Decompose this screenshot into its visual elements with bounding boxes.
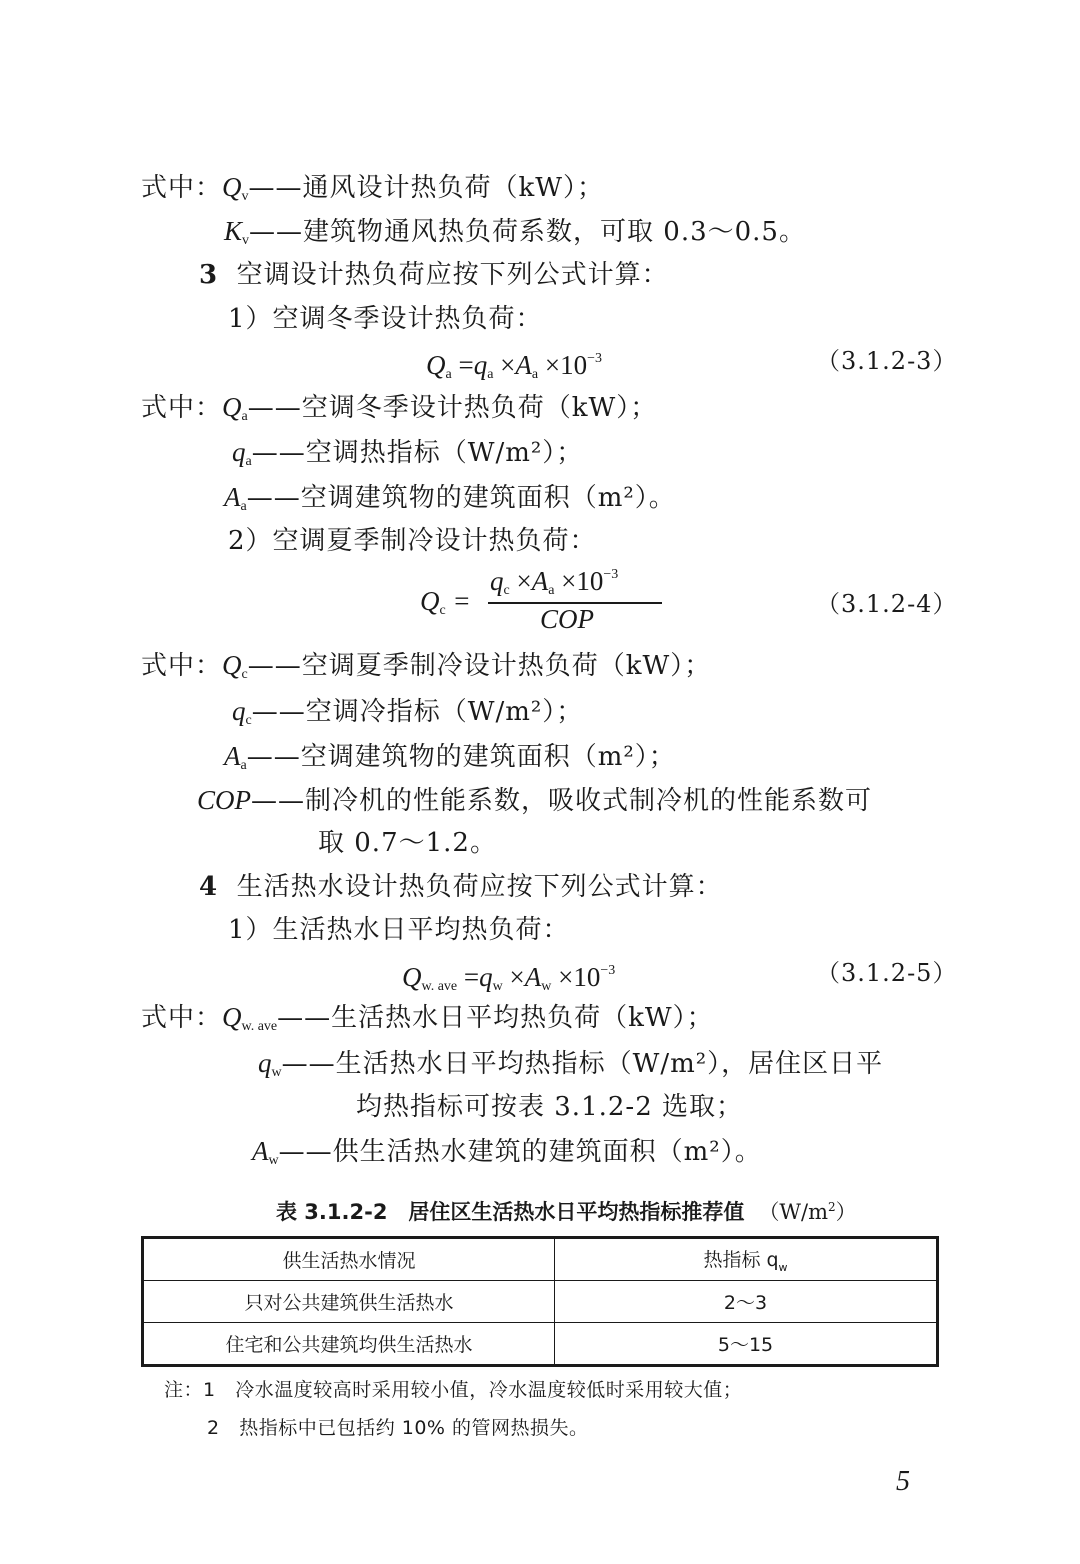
equation-number: （3.1.2-5） <box>816 959 958 987</box>
symbol-qa-small: $q_a$ <box>232 437 252 469</box>
table-header-situation: 供生活热水情况 <box>143 1238 555 1281</box>
table-header-row <box>143 1238 938 1281</box>
equation-number: （3.1.2-3） <box>816 347 958 375</box>
desc-qv: ——通风设计热负荷（kW）； <box>248 173 604 203</box>
desc-qc: ——空调夏季制冷设计热负荷（kW）； <box>247 651 712 681</box>
table-unit: $(W/m^2)$ <box>758 1200 857 1224</box>
symbol-aa: $A_a$ <box>224 482 247 514</box>
subsection-3-1: 1）空调冬季设计热负荷： <box>228 304 543 334</box>
where-line-qwave <box>141 1000 714 1044</box>
table-row <box>143 1281 938 1323</box>
note-text: 冷水温度较高时采用较小值，冷水温度较低时采用较大值； <box>235 1379 743 1401</box>
symbol-cop: COP <box>197 785 251 815</box>
equation-3-1-2-5: $Q_{w. ave} =q_w \times A_w \times 10^{-3}$ <box>402 962 616 994</box>
table-note-1 <box>164 1376 742 1404</box>
desc-aa: ——空调建筑物的建筑面积（m²）。 <box>246 483 676 513</box>
section-3-heading <box>199 258 669 292</box>
desc-qc-small: ——空调冷指标（W/m²）； <box>251 697 584 727</box>
subsection-4-1: 1）生活热水日平均热负荷： <box>228 915 570 945</box>
section-4-heading <box>199 870 723 904</box>
where-line-kv <box>224 214 806 258</box>
where-line-qw-cont: 均热指标可按表 3.1.2-2 选取； <box>356 1092 744 1122</box>
symbol-qwave: $Q_{w. ave}$ <box>222 1002 278 1034</box>
desc-aa-2: ——空调建筑物的建筑面积（m²）； <box>246 742 676 772</box>
table-caption-text: 表 3.1.2-2 居住区生活热水日平均热指标推荐值 <box>276 1200 745 1224</box>
symbol-qc-small: $q_c$ <box>232 696 252 728</box>
table-caption <box>276 1190 857 1229</box>
symbol-aw: $A_w$ <box>252 1136 279 1168</box>
table-cell-situation: 住宅和公共建筑均供生活热水 <box>143 1323 555 1366</box>
where-line-qc-small <box>232 694 583 738</box>
table-header-index: 热指标 $q_w$ <box>555 1238 938 1281</box>
note-label: 注：1 <box>164 1379 216 1401</box>
where-line-aa-2 <box>224 739 676 783</box>
heat-index-table <box>141 1236 939 1367</box>
table-cell-value: 5～15 <box>555 1323 938 1366</box>
equation-3-1-2-4: $Q_c$ = $q_c \times A_a \times 10^{-3}$ COP <box>420 566 660 646</box>
desc-cop: ——制冷机的性能系数，吸收式制冷机的性能系数可 <box>251 786 873 816</box>
table-cell-value: 2～3 <box>555 1281 938 1323</box>
desc-qwave: ——生活热水日平均热负荷（kW）； <box>277 1003 714 1033</box>
symbol-aa: $A_a$ <box>224 741 247 773</box>
note-text: 热指标中已包括约 10% 的管网热损失。 <box>239 1417 589 1439</box>
desc-qw: ——生活热水日平均热指标（W/m²），居住区日平 <box>281 1049 884 1079</box>
where-line-qv <box>141 170 604 214</box>
where-line-cop-cont: 取 0.7～1.2。 <box>318 828 497 858</box>
symbol-qw: $q_w$ <box>258 1048 282 1080</box>
where-line-qa-small <box>232 435 583 479</box>
where-line-cop <box>197 783 872 818</box>
where-line-aw <box>252 1134 762 1178</box>
desc-qa: ——空调冬季设计热负荷（kW）； <box>247 393 658 423</box>
desc-qa-small: ——空调热指标（W/m²）； <box>251 438 584 468</box>
where-line-qc <box>141 648 711 692</box>
where-prefix: 式中： <box>141 651 223 681</box>
symbol-qa: $Q_a$ <box>222 392 248 424</box>
symbol-kv: $K_v$ <box>224 216 250 248</box>
table-cell-situation: 只对公共建筑供生活热水 <box>143 1281 555 1323</box>
desc-aw: ——供生活热水建筑的建筑面积（m²）。 <box>278 1137 762 1167</box>
section-number: 3 <box>199 260 219 290</box>
table-row <box>143 1323 938 1366</box>
where-line-qa <box>141 390 657 434</box>
where-line-aa <box>224 480 676 524</box>
equation-3-1-2-3: $Q_a =q_a \times A_a \times 10^{-3}$ <box>426 350 603 382</box>
section-text: 生活热水设计热负荷应按下列公式计算： <box>236 872 723 902</box>
symbol-qv: $Q_v$ <box>222 172 249 204</box>
section-number: 4 <box>199 872 219 902</box>
page-number: 5 <box>896 1466 910 1497</box>
where-prefix: 式中： <box>141 173 223 203</box>
section-text: 空调设计热负荷应按下列公式计算： <box>236 260 669 290</box>
where-prefix: 式中： <box>141 393 223 423</box>
subsection-3-2: 2）空调夏季制冷设计热负荷： <box>228 526 597 556</box>
desc-kv: ——建筑物通风热负荷系数，可取 0.3～0.5。 <box>249 217 806 247</box>
note-number: 2 <box>207 1417 220 1439</box>
equation-number: （3.1.2-4） <box>816 590 958 618</box>
where-line-qw <box>258 1046 883 1090</box>
table-note-2 <box>207 1414 589 1442</box>
symbol-qc: $Q_c$ <box>222 650 248 682</box>
where-prefix: 式中： <box>141 1003 223 1033</box>
